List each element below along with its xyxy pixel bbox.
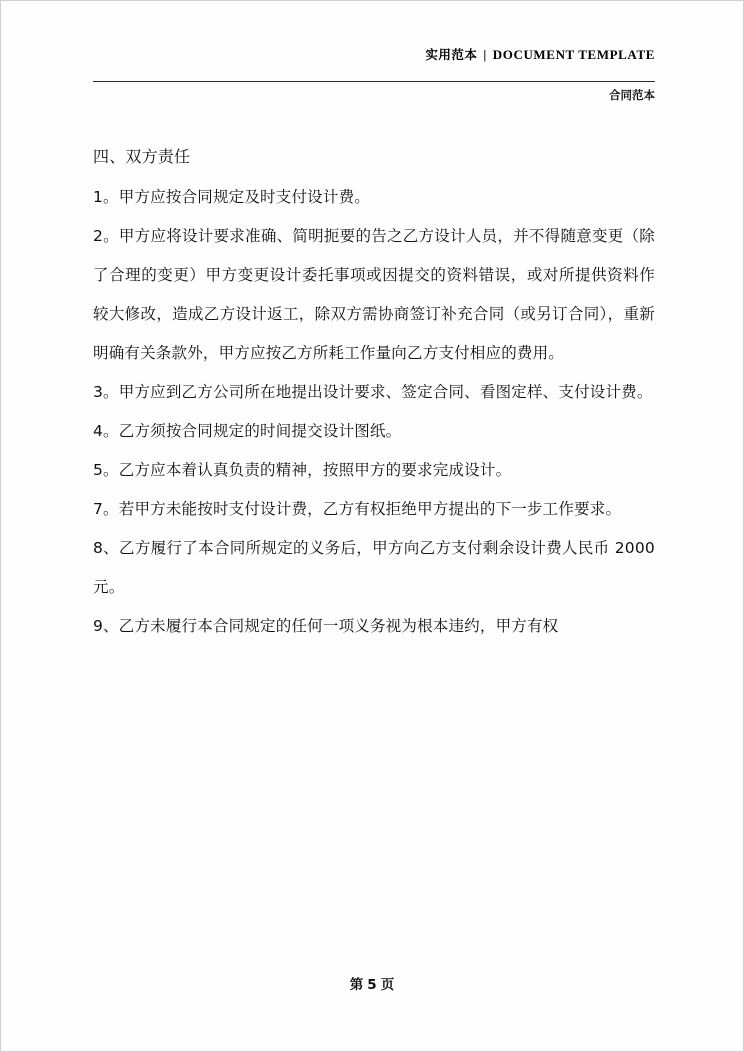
footer-prefix: 第 [349,977,364,993]
paragraph: 四、双方责任 [93,147,191,166]
header-divider [93,81,655,82]
paragraph: 9、乙方未履行本合同规定的任何一项义务视为根本违约，甲方有权 [93,617,559,635]
document-header [425,47,655,63]
header-separator: | [483,47,487,62]
header-subtitle: 合同范本 [609,88,655,102]
document-body [93,137,655,646]
paragraph: 1。甲方应按合同规定及时支付设计费。 [93,188,370,206]
paragraph: 8、乙方履行了本合同所规定的义务后，甲方向乙方支付剩余设计费人民币 2000 元。 [93,539,655,596]
footer-suffix: 页 [380,977,395,993]
header-brand-line [425,47,655,63]
paragraph: 5。乙方应本着认真负责的精神，按照甲方的要求完成设计。 [93,461,512,479]
paragraph: 7。若甲方未能按时支付设计费，乙方有权拒绝甲方提出的下一步工作要求。 [93,500,622,518]
header-brand-en: DOCUMENT TEMPLATE [492,47,655,62]
paragraph: 2。甲方应将设计要求准确、简明扼要的告之乙方设计人员，并不得随意变更（除了合理的变更）甲方变更设计委托事项或因提交的资料错误，或对所提供资料作较大修改，造成乙方设计返工，除双方需协商签订补充合同（或另订合同），重新明确有关条款外，甲方应按乙方所耗工作量向乙方支付相应的费用。 [93,227,655,362]
header-brand-cn: 实用范本 [425,47,478,62]
paragraph: 4。乙方须按合同规定的时间提交设计图纸。 [93,422,402,440]
footer-page-number: 5 [367,977,377,993]
page-footer [1,973,743,993]
paragraph: 3。甲方应到乙方公司所在地提出设计要求、签定合同、看图定样、支付设计费。 [93,383,653,401]
